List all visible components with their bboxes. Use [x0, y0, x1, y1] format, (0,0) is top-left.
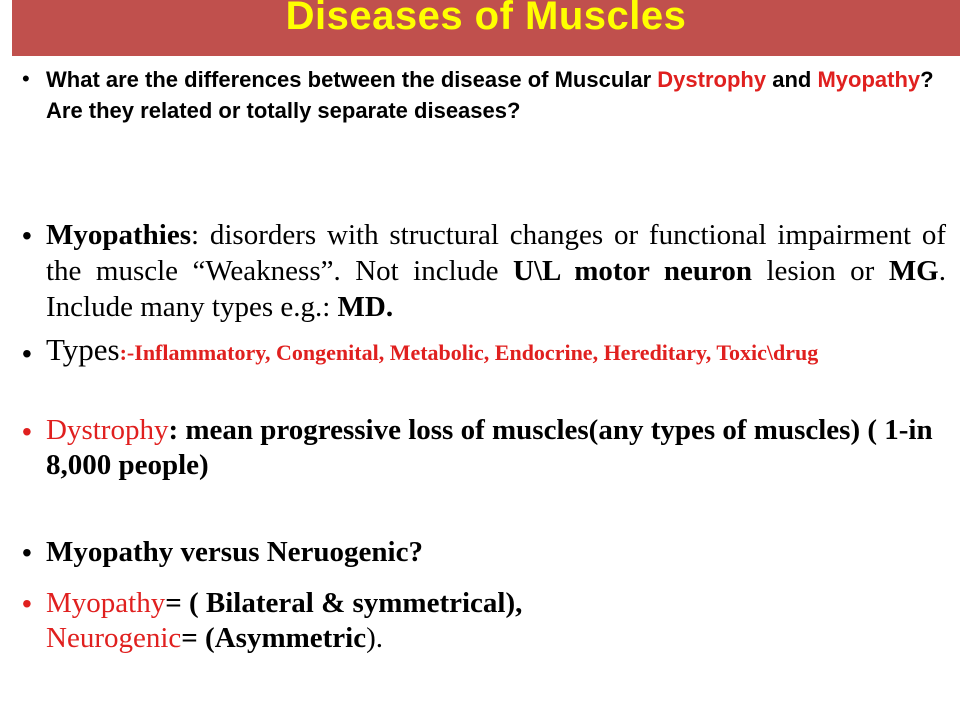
q-text-3: ? Are they related or totally separate diseases?	[46, 67, 934, 123]
q-text-1: What are the differences between the disease of Muscular	[46, 67, 658, 92]
q-dystrophy: Dystrophy	[657, 67, 767, 92]
p5-text-3: ).	[366, 622, 384, 654]
p1-text-2: lesion or	[751, 255, 889, 287]
title-bar	[12, 0, 960, 56]
p5-neurogenic: Neurogenic	[46, 622, 182, 654]
q-myopathy: Myopathy	[817, 67, 921, 92]
question-text	[46, 64, 946, 126]
p1-lead: Myopathies	[46, 219, 191, 251]
bullet-4: •	[22, 416, 32, 447]
q-text-2: and	[766, 67, 818, 92]
bullet-1: •	[22, 66, 30, 91]
bullet-3: •	[22, 338, 32, 369]
p2-types: :-Inflammatory, Congenital, Metabolic, Endocrine, Hereditary, Toxic\drug	[119, 340, 819, 365]
p5-text-1: = ( Bilateral & symmetrical),	[165, 587, 523, 619]
p1-ul-motor-neuron: U\L motor neuron	[513, 255, 752, 287]
p1-text-1: : disorders with structural changes or functional impairment of the muscle “Weakness”. Not include	[46, 219, 946, 287]
dystrophy-definition	[46, 413, 946, 483]
slide-title: Diseases of Muscles	[285, 0, 687, 38]
p5-asymmetric: Asymmetric	[214, 622, 367, 654]
bullet-2: •	[22, 220, 32, 251]
p3-lead: Dystrophy	[46, 414, 169, 446]
p1-md: MD.	[337, 291, 394, 323]
p1-text-3: . Include many types e.g.:	[46, 255, 946, 323]
p1-mg: MG	[888, 255, 939, 287]
myopathies-definition	[46, 217, 946, 325]
p5-myopathy: Myopathy	[46, 587, 166, 619]
types-list	[46, 334, 946, 372]
p3-text: : mean progressive loss of muscles(any types of muscles) ( 1-in 8,000 people)	[46, 414, 933, 481]
comparison-text	[46, 586, 946, 656]
p2-lead: Types	[46, 332, 120, 367]
p5-text-2: = (	[181, 622, 215, 654]
bullet-5: •	[22, 537, 32, 568]
bullet-6: •	[22, 588, 32, 619]
myopathy-vs-neurogenic: Myopathy versus Neruogenic?	[46, 536, 423, 568]
